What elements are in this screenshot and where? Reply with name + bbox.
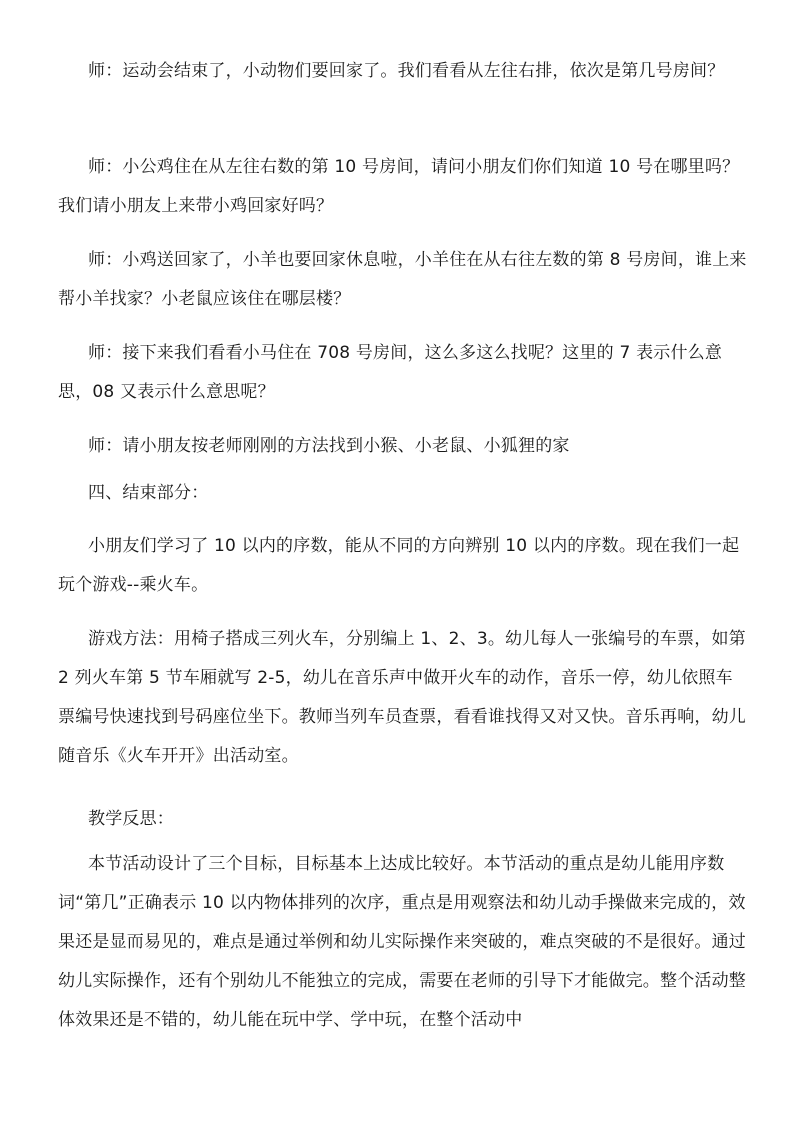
paragraph-ending-summary: 小朋友们学习了 10 以内的序数，能从不同的方向辨别 10 以内的序数。现在我们一起玩个游戏--乘火车。 <box>58 536 740 595</box>
paragraph-reflection: 本节活动设计了三个目标，目标基本上达成比较好。本节活动的重点是幼儿能用序数词“第几”正确表示 10 以内物体排列的次序，重点是用观察法和幼儿动手操做来完成的，效果还是显而易见的，难点是通过举例和幼儿实际操作来突破的，难点突破的不是很好。通过幼儿实际操作，还有个别幼儿不能独立的完成，需要在老师的引导下才能做完。整个活动整体效果还是不错的，幼儿能在玩中学、学中玩，在整个活动中 <box>58 854 746 1030</box>
paragraph-find-homes: 师：请小朋友按老师刚刚的方法找到小猴、小老鼠、小狐狸的家 <box>88 436 570 456</box>
paragraph-game-method: 游戏方法：用椅子搭成三列火车，分别编上 1、2、3。幼儿每人一张编号的车票，如第 2 列火车第 5 节车厢就写 2-5，幼儿在音乐声中做开火车的动作，音乐一停，幼儿依照车票编号快速找到号码座位坐下。教师当列车员查票，看看谁找得又对又快。音乐再响，幼儿随音乐《火车开开》出活动室。 <box>58 629 746 766</box>
paragraph-horse-room: 师：接下来我们看看小马住在 708 号房间，这么多这么找呢？这里的 7 表示什么意思，08 又表示什么意思呢？ <box>58 343 723 402</box>
section-heading-ending: 四、结束部分： <box>88 483 209 503</box>
paragraph-room-order-question: 师：运动会结束了，小动物们要回家了。我们看看从左往右排，依次是第几号房间？ <box>88 61 725 81</box>
section-heading-reflection: 教学反思： <box>88 809 174 829</box>
paragraph-sheep-room: 师：小鸡送回家了，小羊也要回家休息啦，小羊住在从右往左数的第 8 号房间，谁上来帮小羊找家？小老鼠应该住在哪层楼？ <box>58 250 747 309</box>
paragraph-rooster-room: 师：小公鸡住在从左往右数的第 10 号房间，请问小朋友们你们知道 10 号在哪里吗？我们请小朋友上来带小鸡回家好吗？ <box>58 157 740 216</box>
